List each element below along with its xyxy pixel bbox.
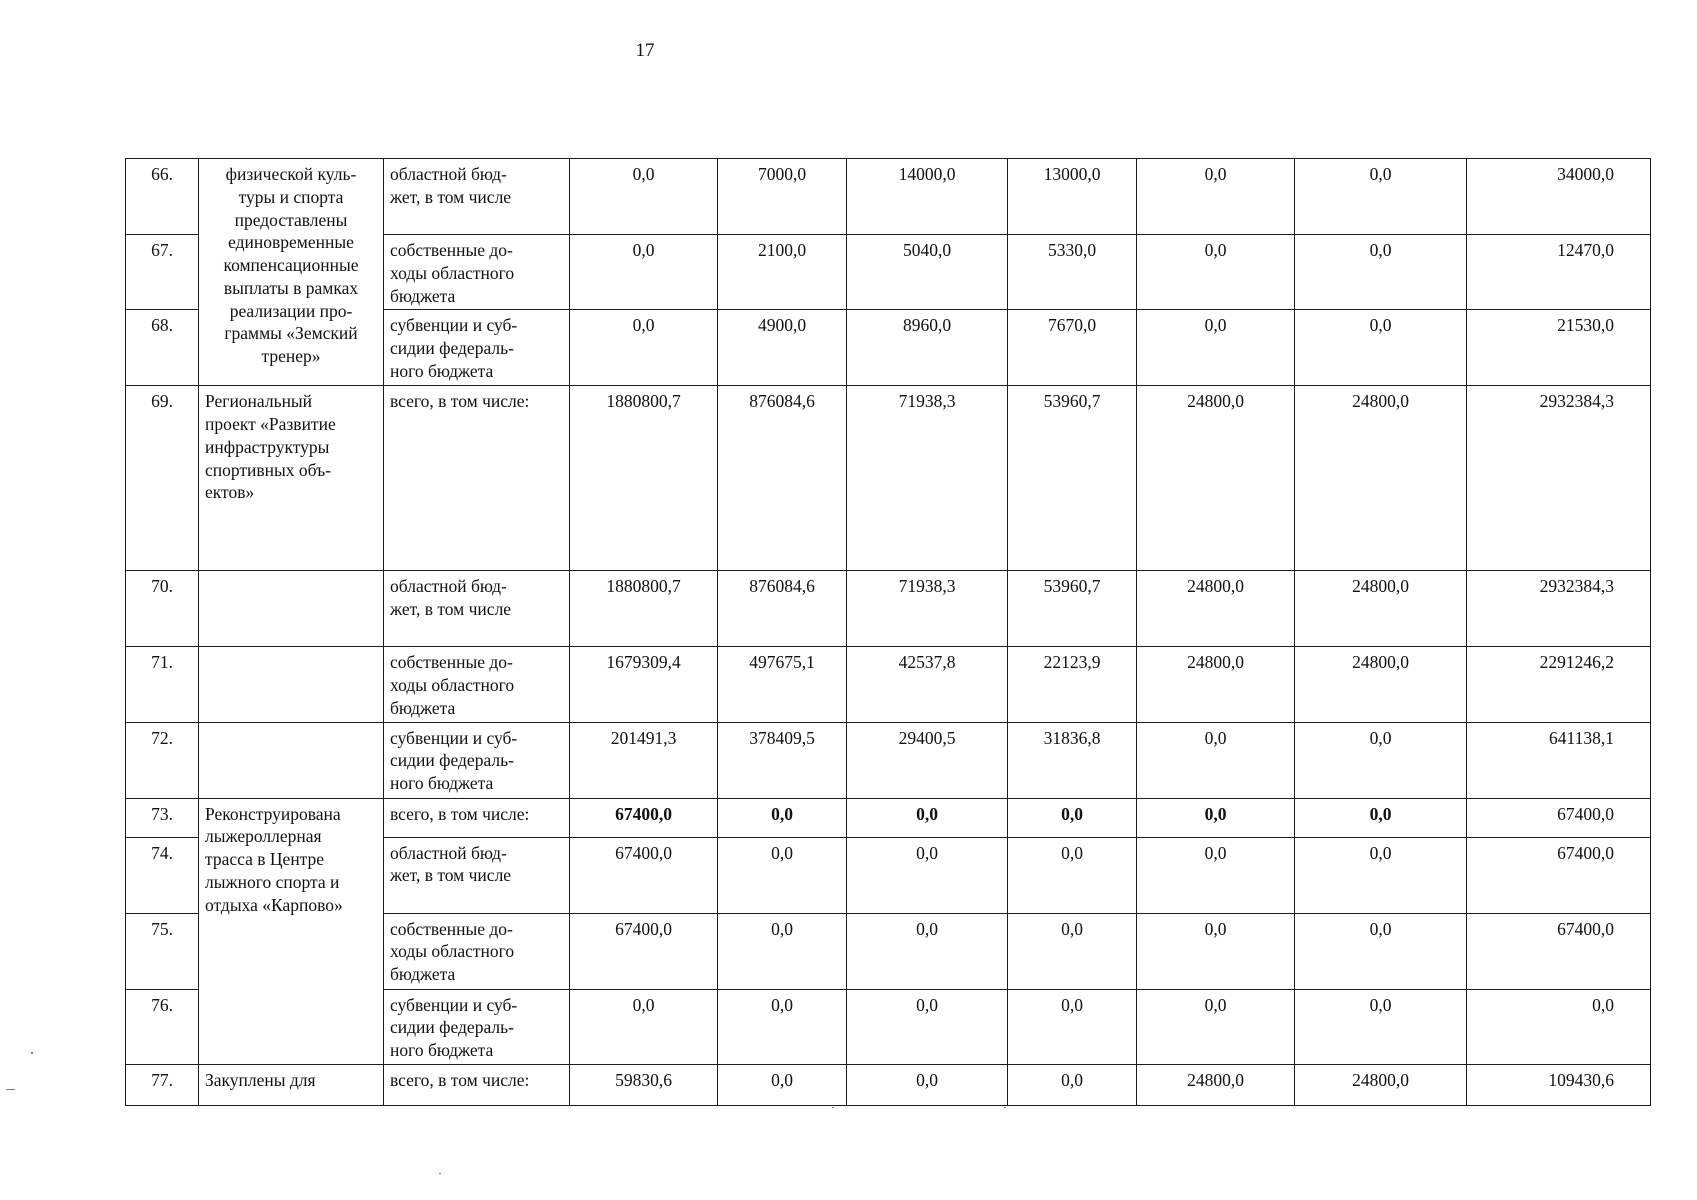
amount-cell: 24800,0: [1295, 571, 1467, 647]
amount-cell: 5040,0: [847, 235, 1008, 310]
amount-cell: 7670,0: [1008, 310, 1137, 386]
amount-cell: 0,0: [1295, 798, 1467, 837]
amount-cell: 0,0: [1008, 913, 1137, 989]
amount-cell: 1880800,7: [570, 571, 718, 647]
funding-source: всего, в том числе:: [384, 798, 570, 837]
amount-cell: 0,0: [1295, 837, 1467, 913]
funding-source: собственные до- ходы областного бюджета: [384, 913, 570, 989]
scan-speck: [31, 1052, 33, 1054]
amount-cell: 0,0: [718, 1064, 847, 1105]
amount-cell: 53960,7: [1008, 386, 1137, 571]
amount-cell: 67400,0: [1467, 798, 1651, 837]
amount-cell: 4900,0: [718, 310, 847, 386]
amount-cell: 67400,0: [570, 913, 718, 989]
funding-source: субвенции и суб- сидии федераль- ного бюджета: [384, 310, 570, 386]
amount-cell: 0,0: [1137, 722, 1295, 798]
scan-speck: [1004, 1107, 1006, 1108]
amount-cell: 24800,0: [1137, 647, 1295, 722]
amount-cell: 0,0: [1295, 989, 1467, 1064]
amount-cell: 34000,0: [1467, 159, 1651, 235]
amount-cell: 71938,3: [847, 386, 1008, 571]
measure-name: [199, 571, 384, 647]
amount-cell: 0,0: [1008, 989, 1137, 1064]
amount-cell: 24800,0: [1137, 386, 1295, 571]
row-number: 72.: [126, 722, 199, 798]
amount-cell: 24800,0: [1137, 1064, 1295, 1105]
measure-name: физической куль- туры и спорта предоставлены единовременные компенсационные выплаты в рамках реализации про- граммы «Земский тренер»: [199, 159, 384, 386]
amount-cell: 24800,0: [1295, 647, 1467, 722]
amount-cell: 7000,0: [718, 159, 847, 235]
table-row: [126, 1064, 1651, 1105]
measure-name: Закуплены для: [199, 1064, 384, 1105]
amount-cell: 0,0: [1295, 913, 1467, 989]
amount-cell: 0,0: [718, 989, 847, 1064]
row-number: 77.: [126, 1064, 199, 1105]
amount-cell: 378409,5: [718, 722, 847, 798]
amount-cell: 497675,1: [718, 647, 847, 722]
row-number: 66.: [126, 159, 199, 235]
funding-source: областной бюд- жет, в том числе: [384, 159, 570, 235]
amount-cell: 0,0: [1295, 235, 1467, 310]
amount-cell: 0,0: [1137, 310, 1295, 386]
row-number: 76.: [126, 989, 199, 1064]
funding-source: собственные до- ходы областного бюджета: [384, 235, 570, 310]
amount-cell: 0,0: [847, 837, 1008, 913]
row-number: 70.: [126, 571, 199, 647]
amount-cell: 0,0: [718, 798, 847, 837]
funding-source: всего, в том числе:: [384, 1064, 570, 1105]
amount-cell: 0,0: [1137, 913, 1295, 989]
amount-cell: 24800,0: [1137, 571, 1295, 647]
amount-cell: 5330,0: [1008, 235, 1137, 310]
amount-cell: 0,0: [847, 989, 1008, 1064]
amount-cell: 8960,0: [847, 310, 1008, 386]
amount-cell: 0,0: [847, 913, 1008, 989]
table-row: [126, 798, 1651, 837]
amount-cell: 0,0: [570, 310, 718, 386]
amount-cell: 67400,0: [1467, 913, 1651, 989]
amount-cell: 2932384,3: [1467, 386, 1651, 571]
amount-cell: 0,0: [1008, 837, 1137, 913]
amount-cell: 0,0: [847, 1064, 1008, 1105]
row-number: 67.: [126, 235, 199, 310]
row-number: 71.: [126, 647, 199, 722]
amount-cell: 67400,0: [570, 798, 718, 837]
row-number: 73.: [126, 798, 199, 837]
amount-cell: 53960,7: [1008, 571, 1137, 647]
table-row: [126, 571, 1651, 647]
budget-table: [125, 158, 1651, 1106]
amount-cell: 0,0: [718, 913, 847, 989]
measure-name: Реконструирована лыжероллерная трасса в Центре лыжного спорта и отдыха «Карпово»: [199, 798, 384, 1064]
amount-cell: 21530,0: [1467, 310, 1651, 386]
measure-name: [199, 647, 384, 722]
amount-cell: 42537,8: [847, 647, 1008, 722]
amount-cell: 0,0: [1295, 159, 1467, 235]
row-number: 74.: [126, 837, 199, 913]
amount-cell: 31836,8: [1008, 722, 1137, 798]
amount-cell: 0,0: [570, 989, 718, 1064]
amount-cell: 0,0: [1137, 235, 1295, 310]
funding-source: субвенции и суб- сидии федераль- ного бюджета: [384, 989, 570, 1064]
funding-source: субвенции и суб- сидии федераль- ного бюджета: [384, 722, 570, 798]
table-row: [126, 722, 1651, 798]
amount-cell: 22123,9: [1008, 647, 1137, 722]
amount-cell: 2100,0: [718, 235, 847, 310]
amount-cell: 24800,0: [1295, 1064, 1467, 1105]
amount-cell: 0,0: [1137, 798, 1295, 837]
page-number: 17: [635, 40, 655, 61]
amount-cell: 0,0: [1137, 989, 1295, 1064]
amount-cell: 2932384,3: [1467, 571, 1651, 647]
amount-cell: 0,0: [1137, 159, 1295, 235]
amount-cell: 71938,3: [847, 571, 1008, 647]
amount-cell: 2291246,2: [1467, 647, 1651, 722]
amount-cell: 109430,6: [1467, 1064, 1651, 1105]
funding-source: областной бюд- жет, в том числе: [384, 837, 570, 913]
table-row: [126, 647, 1651, 722]
table-row: [126, 159, 1651, 235]
scan-speck: [439, 1173, 441, 1174]
funding-source: областной бюд- жет, в том числе: [384, 571, 570, 647]
amount-cell: 0,0: [1295, 310, 1467, 386]
amount-cell: 24800,0: [1295, 386, 1467, 571]
amount-cell: 641138,1: [1467, 722, 1651, 798]
row-number: 75.: [126, 913, 199, 989]
scan-speck: [832, 1107, 834, 1108]
amount-cell: 0,0: [718, 837, 847, 913]
amount-cell: 29400,5: [847, 722, 1008, 798]
amount-cell: 0,0: [1295, 722, 1467, 798]
amount-cell: 12470,0: [1467, 235, 1651, 310]
amount-cell: 59830,6: [570, 1064, 718, 1105]
amount-cell: 876084,6: [718, 386, 847, 571]
amount-cell: 0,0: [1008, 1064, 1137, 1105]
amount-cell: 0,0: [847, 798, 1008, 837]
amount-cell: 0,0: [1137, 837, 1295, 913]
row-number: 69.: [126, 386, 199, 571]
row-number: 68.: [126, 310, 199, 386]
amount-cell: 201491,3: [570, 722, 718, 798]
amount-cell: 0,0: [570, 159, 718, 235]
amount-cell: 0,0: [570, 235, 718, 310]
amount-cell: 14000,0: [847, 159, 1008, 235]
funding-source: собственные до- ходы областного бюджета: [384, 647, 570, 722]
amount-cell: 0,0: [1467, 989, 1651, 1064]
funding-source: всего, в том числе:: [384, 386, 570, 571]
amount-cell: 13000,0: [1008, 159, 1137, 235]
measure-name: Региональный проект «Развитие инфраструктуры спортивных объ- ектов»: [199, 386, 384, 571]
amount-cell: 0,0: [1008, 798, 1137, 837]
measure-name: [199, 722, 384, 798]
amount-cell: 67400,0: [570, 837, 718, 913]
table-row: [126, 386, 1651, 571]
amount-cell: 67400,0: [1467, 837, 1651, 913]
scan-speck: [6, 1089, 15, 1090]
amount-cell: 1880800,7: [570, 386, 718, 571]
amount-cell: 1679309,4: [570, 647, 718, 722]
amount-cell: 876084,6: [718, 571, 847, 647]
